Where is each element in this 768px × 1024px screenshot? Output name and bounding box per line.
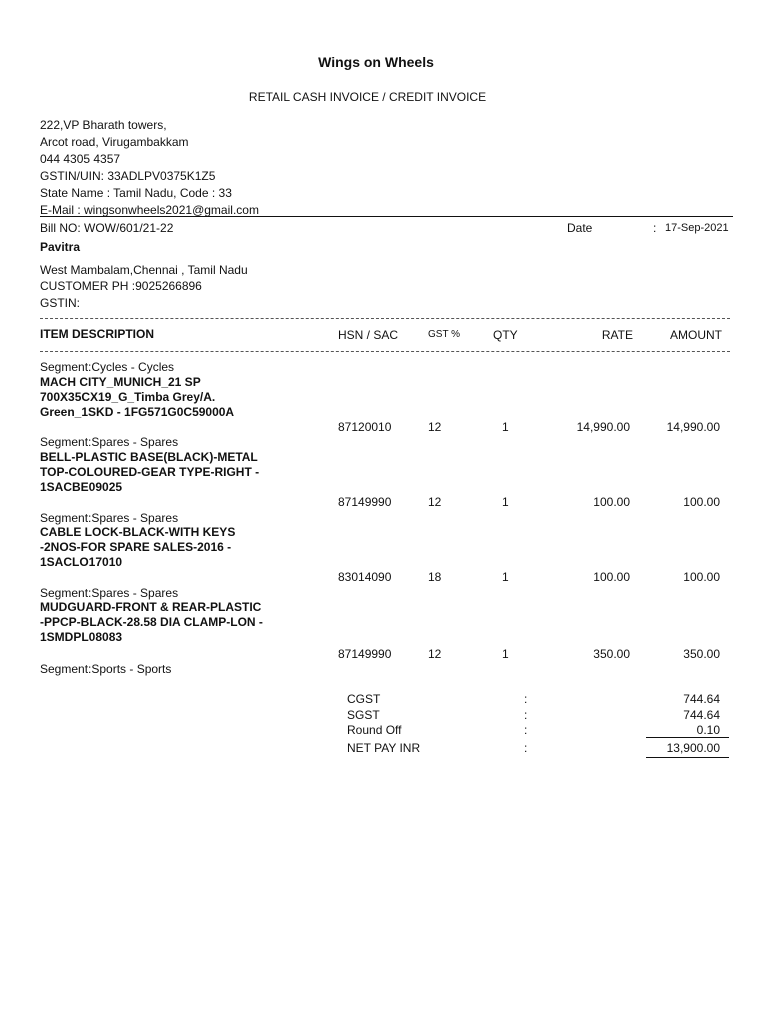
total-colon: : [524,708,528,722]
item-gst: 12 [428,647,442,661]
item-hsn: 87149990 [338,495,392,509]
header-divider [40,216,733,217]
item-qty: 1 [502,570,509,584]
item-qty: 1 [502,495,509,509]
customer-phone: CUSTOMER PH :9025266896 [40,279,202,293]
item-gst: 12 [428,495,442,509]
item-description: CABLE LOCK-BLACK-WITH KEYS -2NOS-FOR SPARE SALES-2016 - 1SACLO17010 [40,525,236,569]
item-segment: Segment:Cycles - Cycles [40,360,175,374]
address-line-1: 222,VP Bharath towers, [40,118,167,132]
email-line: E-Mail : wingsonwheels2021@gmail.com [40,203,259,217]
item-hsn: 83014090 [338,570,392,584]
col-header-gst: GST % [428,329,461,340]
item-gst: 12 [428,420,442,434]
item-amount: 100.00 [683,495,720,509]
address-line-2: Arcot road, Virugambakkam [40,135,189,149]
col-header-description: ITEM DESCRIPTION [40,327,155,341]
phone-line: 044 4305 4357 [40,152,121,166]
item-segment: Segment:Sports - Sports [40,662,172,676]
bill-number: Bill NO: WOW/601/21-22 [40,221,174,235]
customer-name: Pavitra [40,240,81,254]
date-colon: : [653,221,657,235]
subtotal-rule [646,737,729,738]
total-label-net-pay: NET PAY INR [347,741,421,755]
date-label: Date [567,221,593,235]
bill-date: 17-Sep-2021 [665,222,729,234]
customer-address: West Mambalam,Chennai , Tamil Nadu [40,263,248,277]
item-gst: 18 [428,570,442,584]
invoice-type: RETAIL CASH INVOICE / CREDIT INVOICE [248,90,487,104]
customer-gstin: GSTIN: [40,296,81,310]
item-rate: 350.00 [593,647,630,661]
item-qty: 1 [502,647,509,661]
total-colon: : [524,741,528,755]
item-segment: Segment:Spares - Spares [40,511,179,525]
item-segment: Segment:Spares - Spares [40,586,179,600]
gstin-line: GSTIN/UIN: 33ADLPV0375K1Z5 [40,169,216,183]
table-top-divider [40,318,730,319]
item-amount: 100.00 [683,570,720,584]
col-header-rate: RATE [601,328,633,342]
item-description: MACH CITY_MUNICH_21 SP 700X35CX19_G_Timba Grey/A. Green_1SKD - 1FG571G0C59000A [40,375,235,419]
state-line: State Name : Tamil Nadu, Code : 33 [40,186,232,200]
item-description: BELL-PLASTIC BASE(BLACK)-METAL TOP-COLOURED-GEAR TYPE-RIGHT - 1SACBE09025 [40,450,260,494]
item-rate: 100.00 [593,495,630,509]
item-amount: 350.00 [683,647,720,661]
col-header-amount: AMOUNT [670,328,722,342]
item-amount: 14,990.00 [666,420,720,434]
item-qty: 1 [502,420,509,434]
table-header-divider [40,351,730,352]
item-rate: 14,990.00 [576,420,630,434]
total-colon: : [524,723,528,737]
item-rate: 100.00 [593,570,630,584]
total-value-net-pay: 13,900.00 [666,741,720,755]
total-value-round-off: 0.10 [696,723,720,737]
total-label-round-off: Round Off [347,723,402,737]
company-name: Wings on Wheels [318,54,434,70]
total-colon: : [524,692,528,706]
total-label-cgst: CGST [347,692,381,706]
total-value-sgst: 744.64 [683,708,720,722]
total-value-cgst: 744.64 [683,692,720,706]
total-label-sgst: SGST [347,708,380,722]
item-hsn: 87149990 [338,647,392,661]
net-pay-rule [646,757,729,758]
col-header-qty: QTY [493,328,518,342]
item-segment: Segment:Spares - Spares [40,435,179,449]
item-description: MUDGUARD-FRONT & REAR-PLASTIC -PPCP-BLACK-28.58 DIA CLAMP-LON - 1SMDPL08083 [40,600,263,644]
item-hsn: 87120010 [338,420,392,434]
col-header-hsn: HSN / SAC [338,328,399,342]
